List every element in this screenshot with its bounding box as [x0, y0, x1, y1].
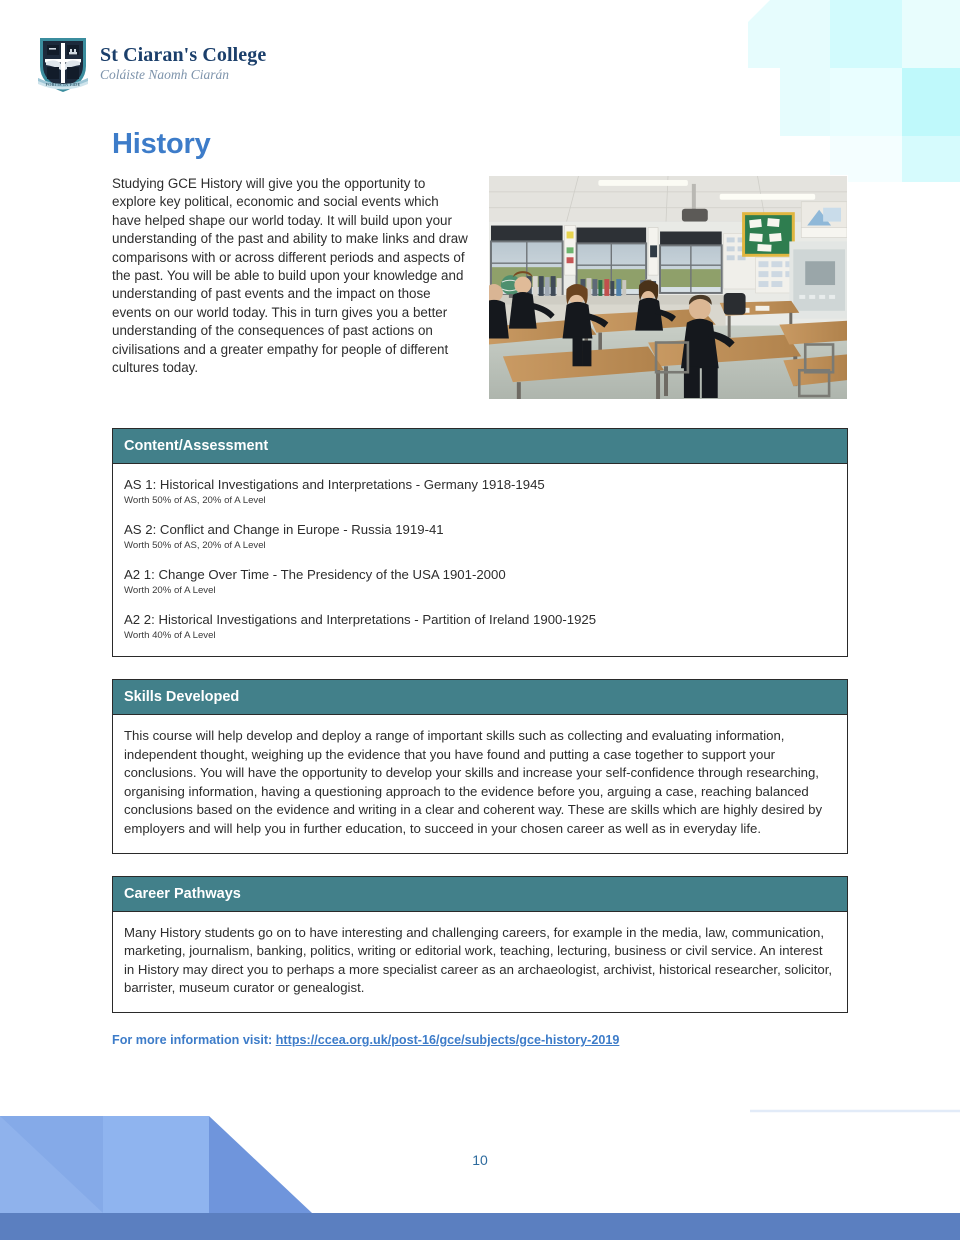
panel-body-skills-developed [112, 714, 848, 854]
brand-subtitle: Coláiste Naomh Ciarán [100, 67, 230, 83]
panel-heading-career-pathways: Career Pathways [112, 876, 848, 911]
panel-body-content-assessment [112, 463, 848, 657]
unit-title: A2 1: Change Over Time - The Presidency of the USA 1901-2000 [124, 567, 506, 582]
unit-title: AS 2: Conflict and Change in Europe - Russia 1919-41 [124, 522, 444, 537]
panel-skills-developed [112, 679, 848, 854]
unit-row [124, 566, 835, 597]
unit-worth: Worth 20% of A Level [124, 585, 216, 596]
svg-text:FORTIS IN FIDE: FORTIS IN FIDE [45, 82, 81, 88]
more-information-label: For more information visit: [112, 1032, 273, 1047]
more-information [112, 1033, 848, 1047]
unit-title: A2 2: Historical Investigations and Interpretations - Partition of Ireland 1900-1925 [124, 612, 597, 627]
career-pathways-text: Many History students go on to have interesting and challenging careers, for example in the media, law, communication, marketing, journalism, banking, politics, writing or editorial work, teaching, lecturing, business or civil service. An interest in History may direct you to perhaps a more specialist career as an archaeologist, archivist, historical researcher, solicitor, barrister, museum curator or genealogist. [124, 924, 833, 996]
unit-worth: Worth 40% of A Level [124, 630, 216, 641]
shield-crest-icon [36, 34, 90, 94]
decoration-footer [0, 1105, 960, 1240]
panel-career-pathways [112, 876, 848, 1013]
unit-row [124, 611, 835, 642]
page-title: History [112, 128, 211, 160]
unit-worth: Worth 50% of AS, 20% of A Level [124, 495, 266, 506]
page-content [112, 128, 848, 1047]
ccea-subject-link[interactable]: https://ccea.org.uk/post-16/gce/subjects/gce-history-2019 [275, 1032, 620, 1047]
unit-row [124, 476, 835, 507]
skills-developed-text: This course will help develop and deploy a range of important skills such as collecting and evaluating information, independent thought, weighing up the evidence that you have found and putting a case together to support your conclusions. You will have the opportunity to develop your skills and increase your self-confidence through researching, organising information, having a questioning approach to the evidence before you, arguing a case, reaching balanced conclusions based on the evidence and writing in a clear and coherent way. These are skills which are highly desired by employers and will help you in further education, to succeed in your chosen career as well as in everyday life. [124, 728, 823, 836]
panel-heading-content-assessment: Content/Assessment [112, 428, 848, 463]
brand-name: St Ciaran's College [100, 44, 267, 67]
unit-row [124, 521, 835, 552]
classroom-photo [488, 175, 848, 400]
subject-intro: Studying GCE History will give you the opportunity to explore key political, economic and social events which have helped shape our world today. It will build upon your understanding of the past and ability to make links and draw comparisons with or across different periods and aspects of the past. You will be able to build upon your knowledge and understanding of past events and the impact on those events on our world today. This in turn gives you a better understanding of the consequences of past actions on civilisations and a greater empathy for people of different cultures today. [112, 176, 468, 376]
unit-worth: Worth 50% of AS, 20% of A Level [124, 540, 266, 551]
panel-body-career-pathways [112, 911, 848, 1013]
page-number: 10 [472, 1152, 488, 1168]
unit-title: AS 1: Historical Investigations and Interpretations - Germany 1918-1945 [124, 477, 545, 492]
panel-heading-skills-developed: Skills Developed [112, 679, 848, 714]
brand-header [36, 34, 266, 94]
panel-content-assessment [112, 428, 848, 657]
